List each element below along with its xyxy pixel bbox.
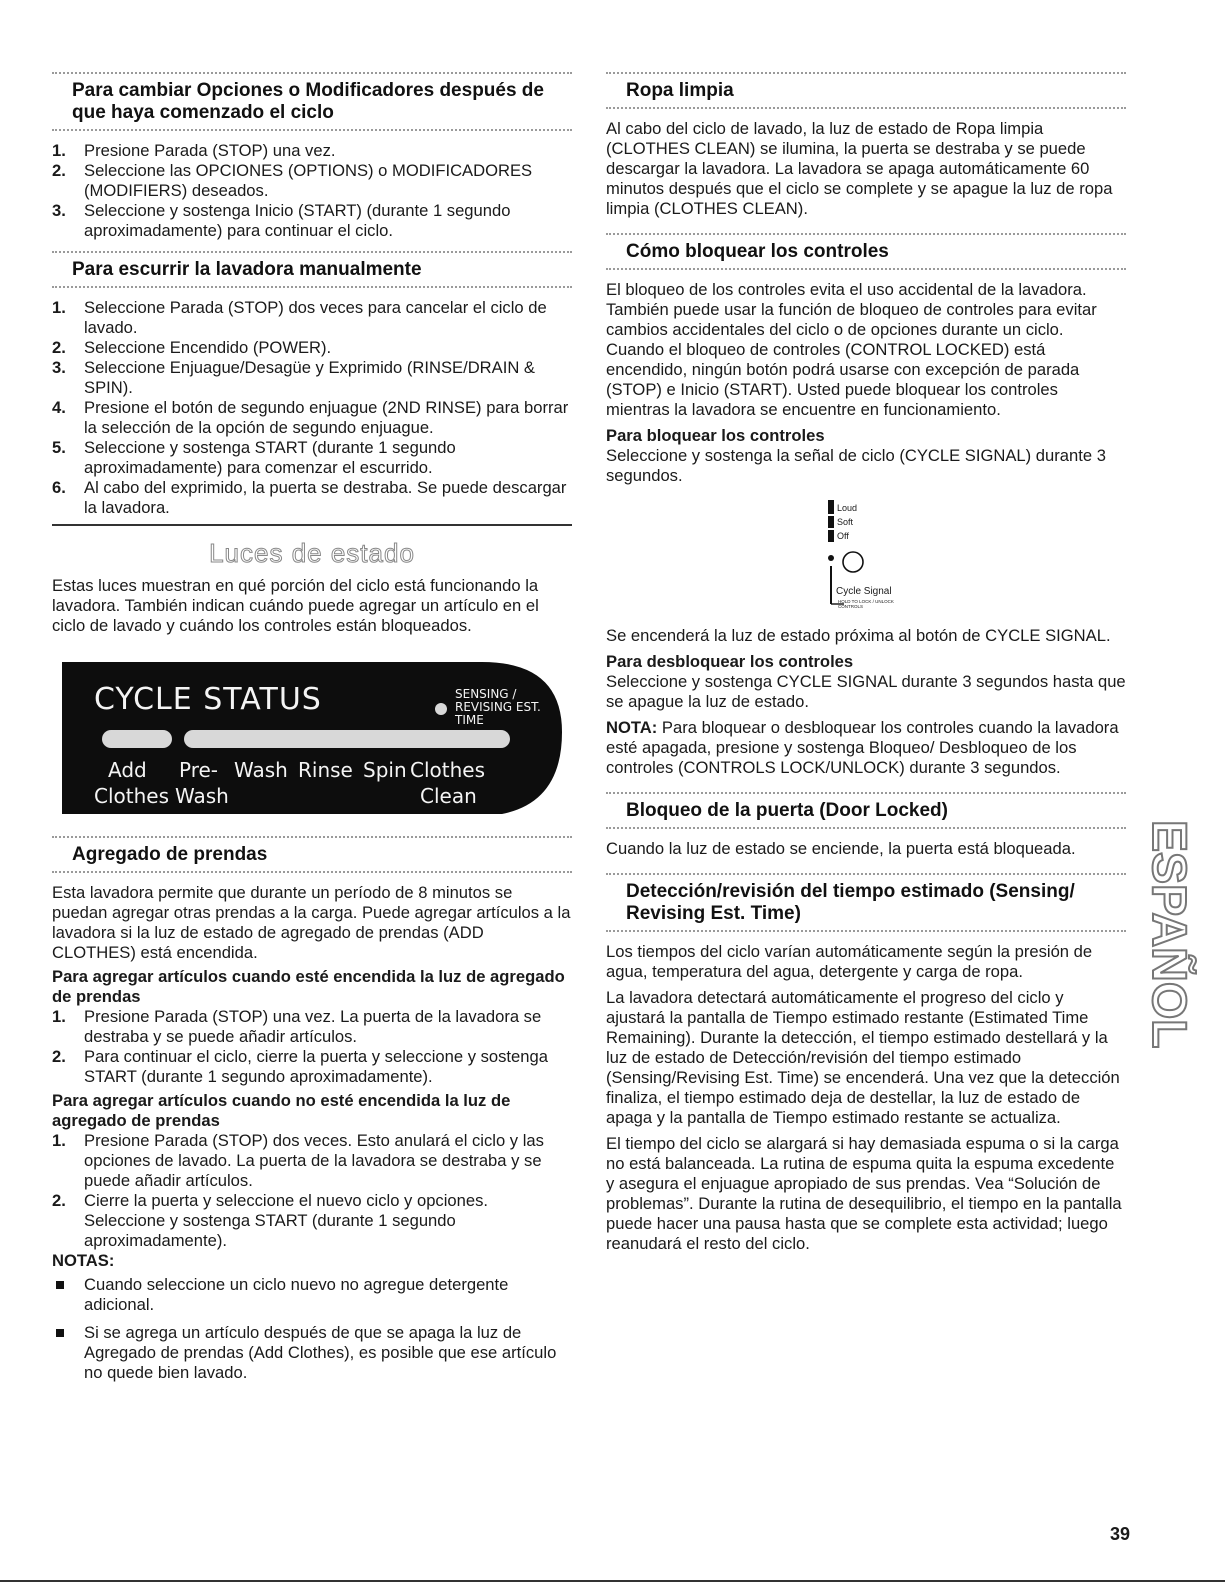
clean-clothes-text: Al cabo del ciclo de lavado, la luz de estado de Ropa limpia (CLOTHES CLEAN) se ilumina, la puerta se destraba y se puede descargar la lavadora. La lavadora se apaga automáticamente 60 minutos después que el ciclo se complete y se apague la luz de ropa limpia (CLOTHES CLEAN). [606,119,1113,218]
sensing-label-line2: REVISING EST. TIME [455,700,541,727]
signal-hint: HOLD TO LOCK / UNLOCK CONTROLS [838,599,894,609]
label-clothes-2: Clothes [94,784,169,808]
list-item: 2. Para continuar el ciclo, cierre la puerta y seleccione y sostenga START (durante 1 segundo aproximadamente). [52,1047,548,1086]
bullet-icon [56,1281,64,1289]
sensing-paragraph-3: El tiempo del ciclo se alargará si hay demasiada espuma o si la carga no está balanceada. La rutina de espuma quita la espuma excedente y asegura el enjuague apropiado de sus prendas. Vea “Solución de problemas”. Durante la rutina de desequilibrio, el tiempo en la pantalla puede hacer una pausa hasta que se complete esta actividad; luego reanudará el resto del ciclo. [606,1134,1122,1253]
section-heading-change-options: Para cambiar Opciones o Modificadores después de que haya comenzado el ciclo [72,80,544,123]
note-paragraph: NOTA: Para bloquear o desbloquear los controles cuando la lavadora esté apagada, presione y sostenga Bloqueo/ Desbloqueo de los controles (CONTROLS LOCK/UNLOCK) durante 3 segundos. [606,718,1119,777]
signal-level-off: Off [837,531,849,541]
list-item: 1. Presione Parada (STOP) una vez. [52,141,336,160]
list-item: 5. Seleccione y sostenga START (durante 1 segundo aproximadamente) para comenzar el escurrido. [52,438,456,477]
section-heading-clean-clothes: Ropa limpia [626,80,734,101]
cycle-status-panel [62,662,562,814]
sensing-light-dot [435,703,447,715]
label-add: Add [108,758,147,782]
signal-label: Cycle Signal [836,586,892,597]
sensing-paragraph-2: La lavadora detectará automáticamente el progreso del ciclo y ajustará la pantalla de Tiempo estimado restante (Estimated Time Remaining). Durante la detección, el tiempo estimado destellará y la luz de estado de Detección/revisión del tiempo estimado (Sensing/Revising Est. Time) se encenderá. Una vez que la detección finaliza, el tiempo estimado deja de destellar, la luz de estado de apaga y la pantalla de Tiempo estimado restante se actualiza. [606,988,1120,1127]
lock-text: Seleccione y sostenga la señal de ciclo (CYCLE SIGNAL) durante 3 segundos. [606,446,1106,485]
cycle-signal-control [798,500,918,620]
add-clothes-intro: Esta lavadora permite que durante un período de 8 minutos se puedan agregar otras prendas a la carga. Puede agregar artículos a la lavadora si la luz de estado de agregado de prendas (ADD CLOTHES) está encendida. [52,883,571,962]
list-item: Cuando seleccione un ciclo nuevo no agregue detergente adicional. [52,1275,572,1315]
lock-subheading: Para bloquear los controles [606,426,825,445]
add-clothes-steps-2 [52,1131,572,1251]
unlock-subheading: Para desbloquear los controles [606,652,854,671]
status-lights-title: Luces de estado [209,538,415,568]
section-heading-lock-controls: Cómo bloquear los controles [626,241,889,262]
section-heading-sensing: Detección/revisión del tiempo estimado (Sensing/ Revising Est. Time) [626,881,1075,924]
after-icon-text: Se encenderá la luz de estado próxima al botón de CYCLE SIGNAL. [606,626,1111,645]
add-clothes-subheading-2: Para agregar artículos cuando no esté encendida la luz de agregado de prendas [52,1091,511,1130]
notes-label: NOTAS: [52,1251,115,1270]
list-item: Si se agrega un artículo después de que se apaga la luz de Agregado de prendas (Add Clothes), es posible que ese artículo no quede bien lavado. [52,1323,572,1383]
lock-controls-text: El bloqueo de los controles evita el uso accidental de la lavadora. También puede usar la función de bloqueo de controles para evitar cambios accidentales del ciclo o de opciones durante un ciclo. Cuando el bloqueo de controles (CONTROL LOCKED) está encendido, ningún botón podrá usarse con excepción de parada (STOP) e Inicio (START). Usted puede bloquear los controles mientras la lavadora se encuentre en funcionamiento. [606,280,1097,419]
label-rinse: Rinse [298,758,353,782]
right-column [606,72,1126,1254]
list-item: 6. Al cabo del exprimido, la puerta se destraba. Se puede descargar la lavadora. [52,478,567,517]
list-item: 1. Seleccione Parada (STOP) dos veces para cancelar el ciclo de lavado. [52,298,547,337]
status-lights-intro: Estas luces muestran en qué porción del ciclo está funcionando la lavadora. También indican cuándo puede agregar un artículo en el ciclo de lavado y cuándo los controles están bloqueados. [52,576,539,635]
drain-steps [52,298,572,518]
bottom-border [0,1580,1225,1582]
sensing-label-line1: SENSING / [455,687,517,701]
notes-list [52,1275,572,1383]
status-light-bar [184,730,510,748]
status-light-bar [102,730,172,748]
list-item: 3. Seleccione y sostenga Inicio (START) (durante 1 segundo aproximadamente) para continuar el ciclo. [52,201,511,240]
label-wash: Wash [234,758,288,782]
label-spin: Spin [363,758,407,782]
list-item: 2. Seleccione Encendido (POWER). [52,338,332,357]
list-item: 2. Seleccione las OPCIONES (OPTIONS) o MODIFICADORES (MODIFIERS) deseados. [52,161,533,200]
section-heading-add-clothes: Agregado de prendas [72,844,268,865]
label-clean: Clean [420,784,477,808]
page-number: 39 [1109,1524,1130,1544]
unlock-text: Seleccione y sostenga CYCLE SIGNAL durante 3 segundos hasta que se apague la luz de estado. [606,672,1126,711]
label-pre: Pre- [179,758,219,782]
cycle-status-label: CYCLE STATUS [94,682,322,717]
side-tab-label: ESPAÑOL [1142,820,1195,1049]
list-item: 1. Presione Parada (STOP) dos veces. Esto anulará el ciclo y las opciones de lavado. La puerta de la lavadora se destraba y se puede añadir artículos. [52,1131,544,1190]
section-heading-drain: Para escurrir la lavadora manualmente [72,259,422,280]
change-options-steps [52,141,572,241]
list-item: 1. Presione Parada (STOP) una vez. La puerta de la lavadora se destraba y se puede añadir artículos. [52,1007,542,1046]
bullet-icon [56,1329,64,1337]
signal-level-loud: Loud [837,503,858,513]
list-item: 2. Cierre la puerta y seleccione el nuevo ciclo y opciones. Seleccione y sostenga START (durante 1 segundo aproximadamente). [52,1191,488,1250]
add-clothes-steps-1 [52,1007,572,1087]
list-item: 3. Seleccione Enjuague/Desagüe y Exprimido (RINSE/DRAIN & SPIN). [52,358,536,397]
add-clothes-subheading-1: Para agregar artículos cuando esté encendida la luz de agregado de prendas [52,967,565,1006]
section-divider [52,524,572,526]
sensing-paragraph-1: Los tiempos del ciclo varían automáticamente según la presión de agua, temperatura del agua, detergente y carga de ropa. [606,942,1093,981]
label-wash-2: Wash [175,784,229,808]
list-item: 4. Presione el botón de segundo enjuague (2ND RINSE) para borrar la selección de la opción de segundo enjuague. [52,398,569,437]
label-clothes: Clothes [410,758,485,782]
section-heading-door-locked: Bloqueo de la puerta (Door Locked) [626,800,948,821]
language-side-tab [1142,820,1195,1055]
left-column [52,72,572,1383]
door-locked-text: Cuando la luz de estado se enciende, la puerta está bloqueada. [606,839,1076,858]
signal-level-soft: Soft [837,517,854,527]
